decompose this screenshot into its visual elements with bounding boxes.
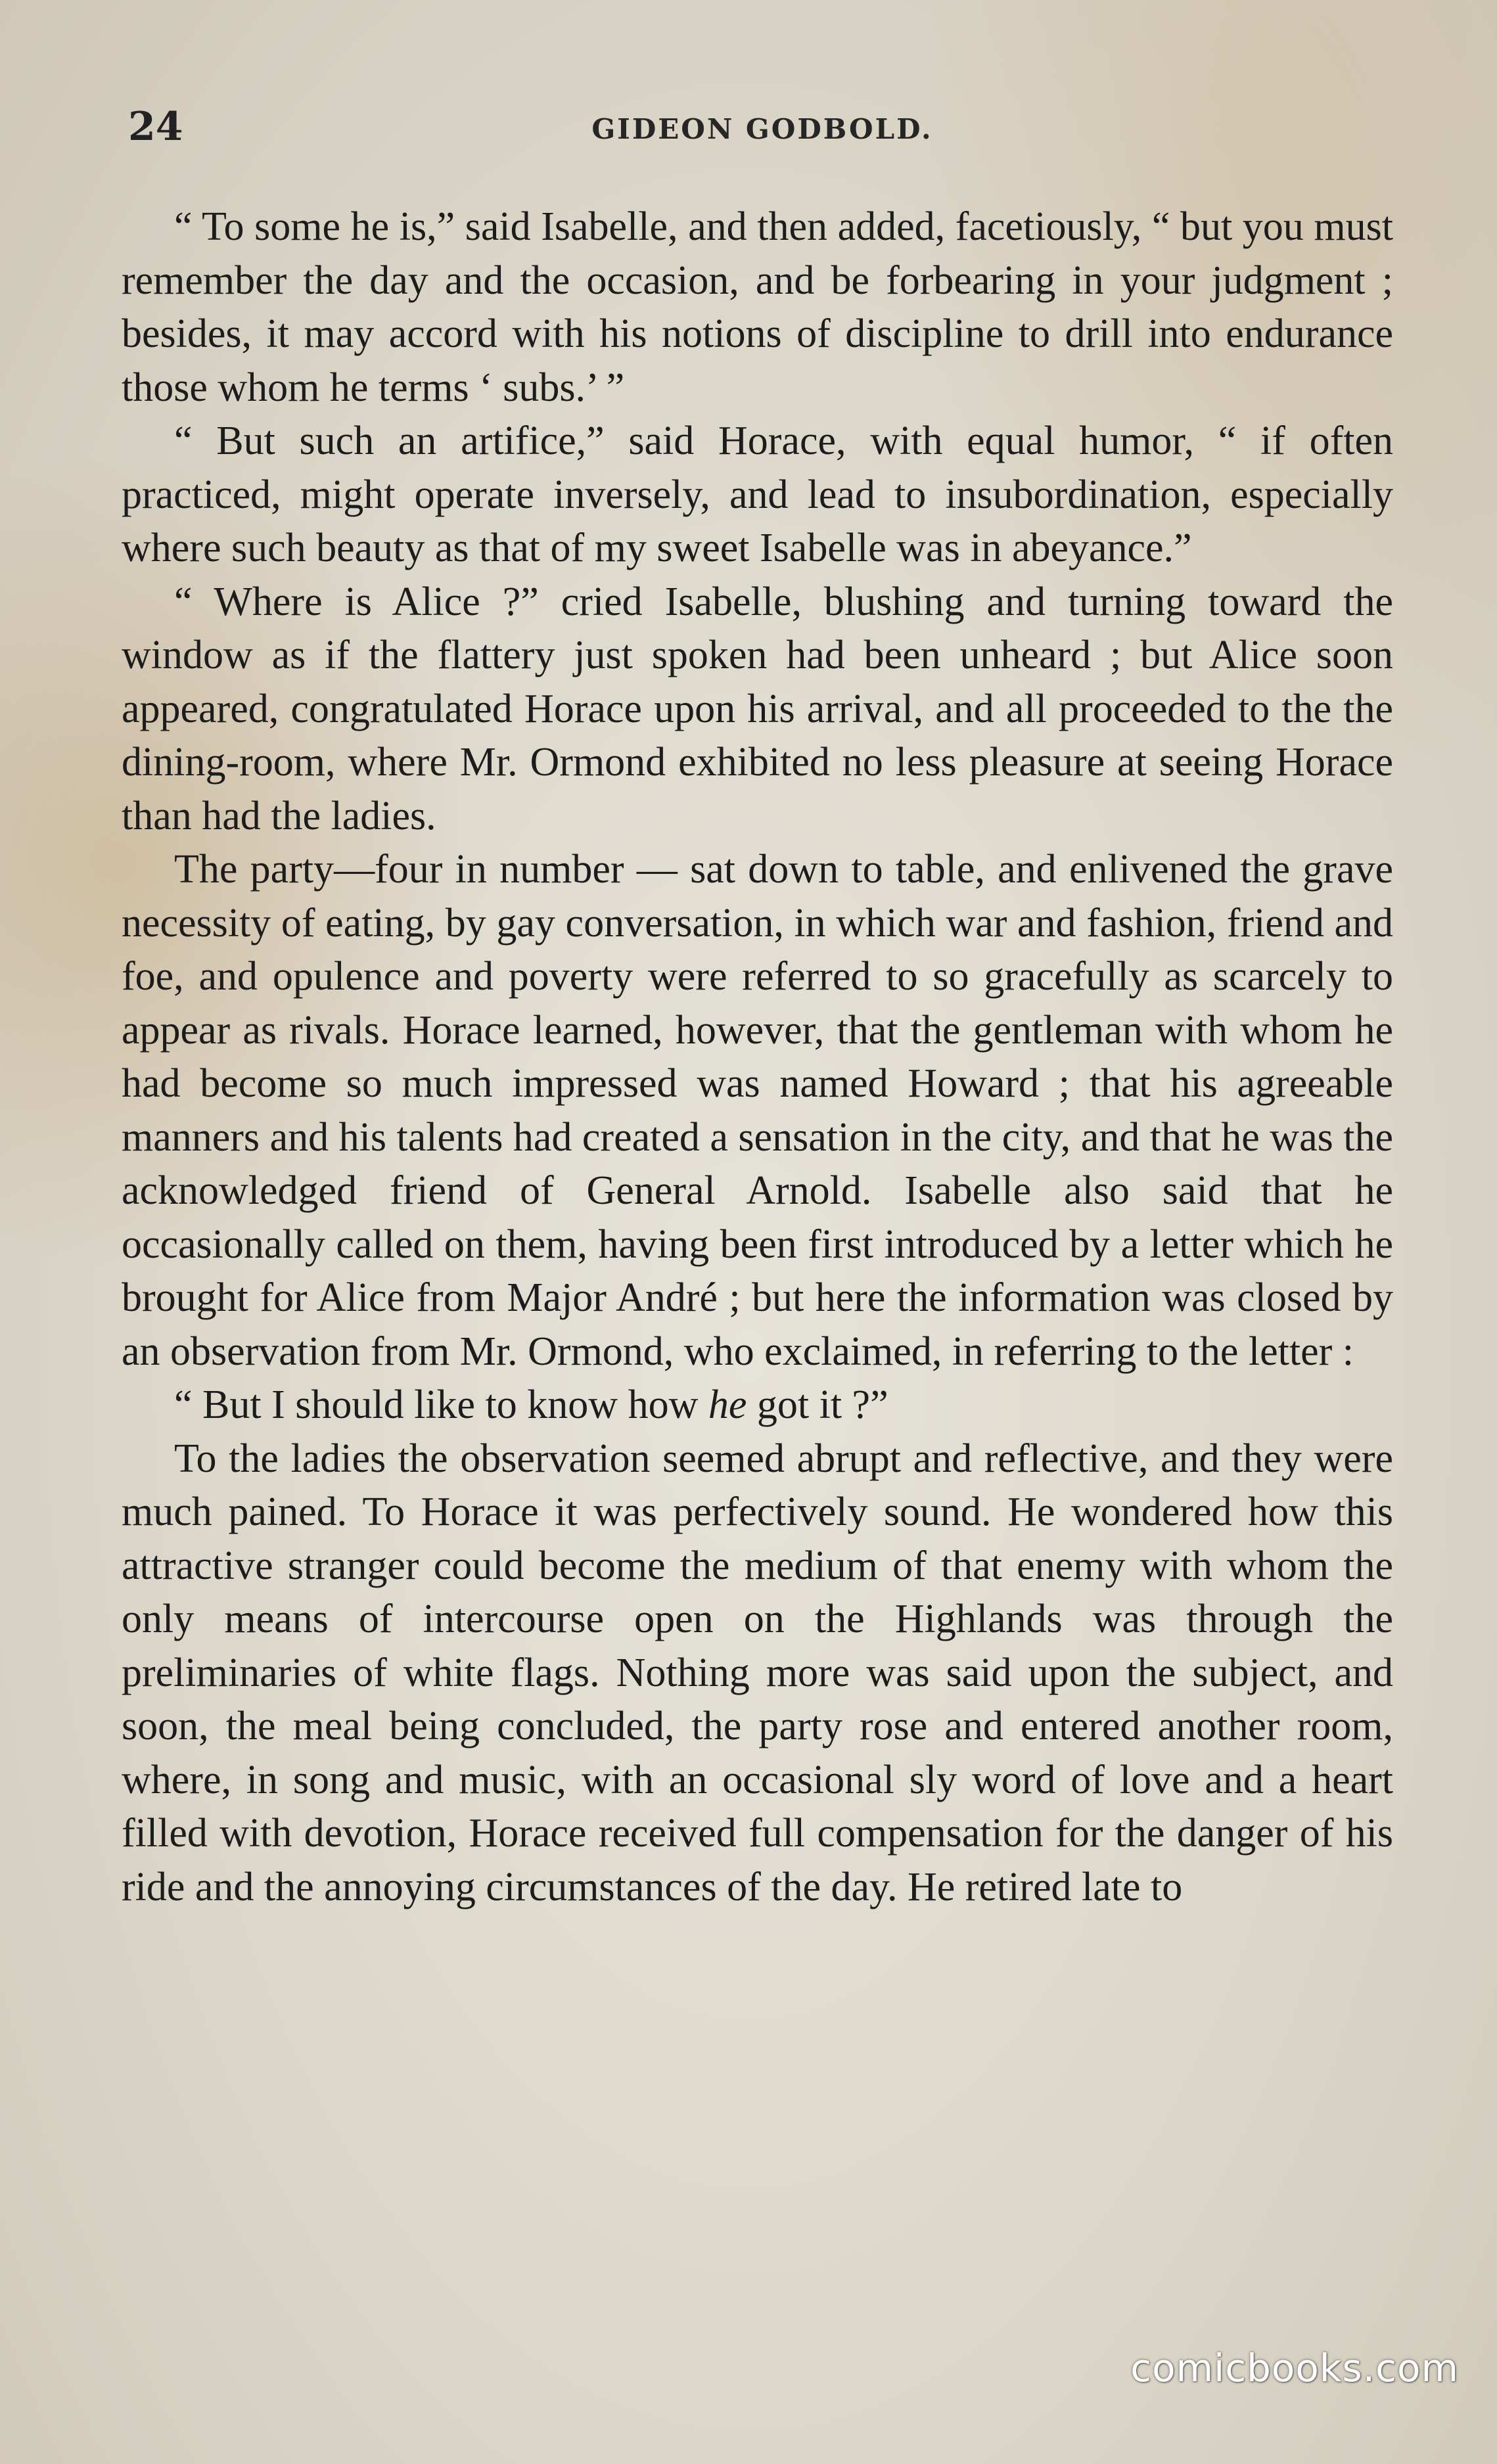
page-header bbox=[128, 104, 1396, 163]
paragraph-3: “ Where is Alice ?” cried Isabelle, blushing and turning toward the window as if the flattery just spoken had been unheard ; but Alice soon appeared, congratulated Horace upon his arrival, and all proceeded to the the dining-room, where Mr. Ormond exhibited no less pleasure at seeing Horace than had the ladies. bbox=[122, 579, 1393, 838]
paragraph-5-before: “ But I should like to know how bbox=[174, 1382, 708, 1427]
paragraph-4: The party—four in number — sat down to table, and enlivened the grave necessity of eating, by gay conversation, in which war and fashion, friend and foe, and opulence and poverty were referred to so gracefully as scarcely to appear as rivals. Horace learned, however, that the gentleman with whom he had become so much impressed was named Howard ; that his agreeable manners and his talents had created a sensation in the city, and that he was the acknowledged friend of General Arnold. Isabelle also said that he occasionally called on them, having been first introduced by a letter which he brought for Alice from Major André ; but here the information was closed by an observation from Mr. Ormond, who exclaimed, in referring to the letter : bbox=[122, 847, 1393, 1374]
paragraph-5-emphasis: he bbox=[708, 1382, 747, 1427]
watermark: comicbooks.com bbox=[1130, 2346, 1459, 2390]
paragraph-1: “ To some he is,” said Isabelle, and then added, facetiously, “ but you must remember the day and the occasion, and be forbearing in your judgment ; besides, it may accord with his notions of discipline to drill into endurance those whom he terms ‘ subs.’ ” bbox=[122, 204, 1393, 410]
body-text bbox=[122, 200, 1393, 1914]
paragraph-6: To the ladies the observation seemed abrupt and reflective, and they were much pained. To Horace it was perfectively sound. He wondered how this attractive stranger could become the medium of that enemy with whom the only means of intercourse open on the Highlands was through the preliminaries of white flags. Nothing more was said upon the subject, and soon, the meal being concluded, the party rose and entered another room, where, in song and music, with an occasional sly word of love and a heart filled with devotion, Horace received full compensation for the danger of his ride and the annoying circumstances of the day. He retired late to bbox=[122, 1436, 1393, 1909]
page-number: 24 bbox=[128, 104, 183, 150]
paragraph-5-after: got it ?” bbox=[747, 1382, 888, 1427]
running-title: GIDEON GODBOLD. bbox=[591, 113, 933, 145]
paragraph-2: “ But such an artifice,” said Horace, with equal humor, “ if often practiced, might operate inversely, and lead to insubordination, especially where such beauty as that of my sweet Isabelle was in abeyance.” bbox=[122, 419, 1393, 570]
paragraph-5 bbox=[122, 1379, 1393, 1432]
